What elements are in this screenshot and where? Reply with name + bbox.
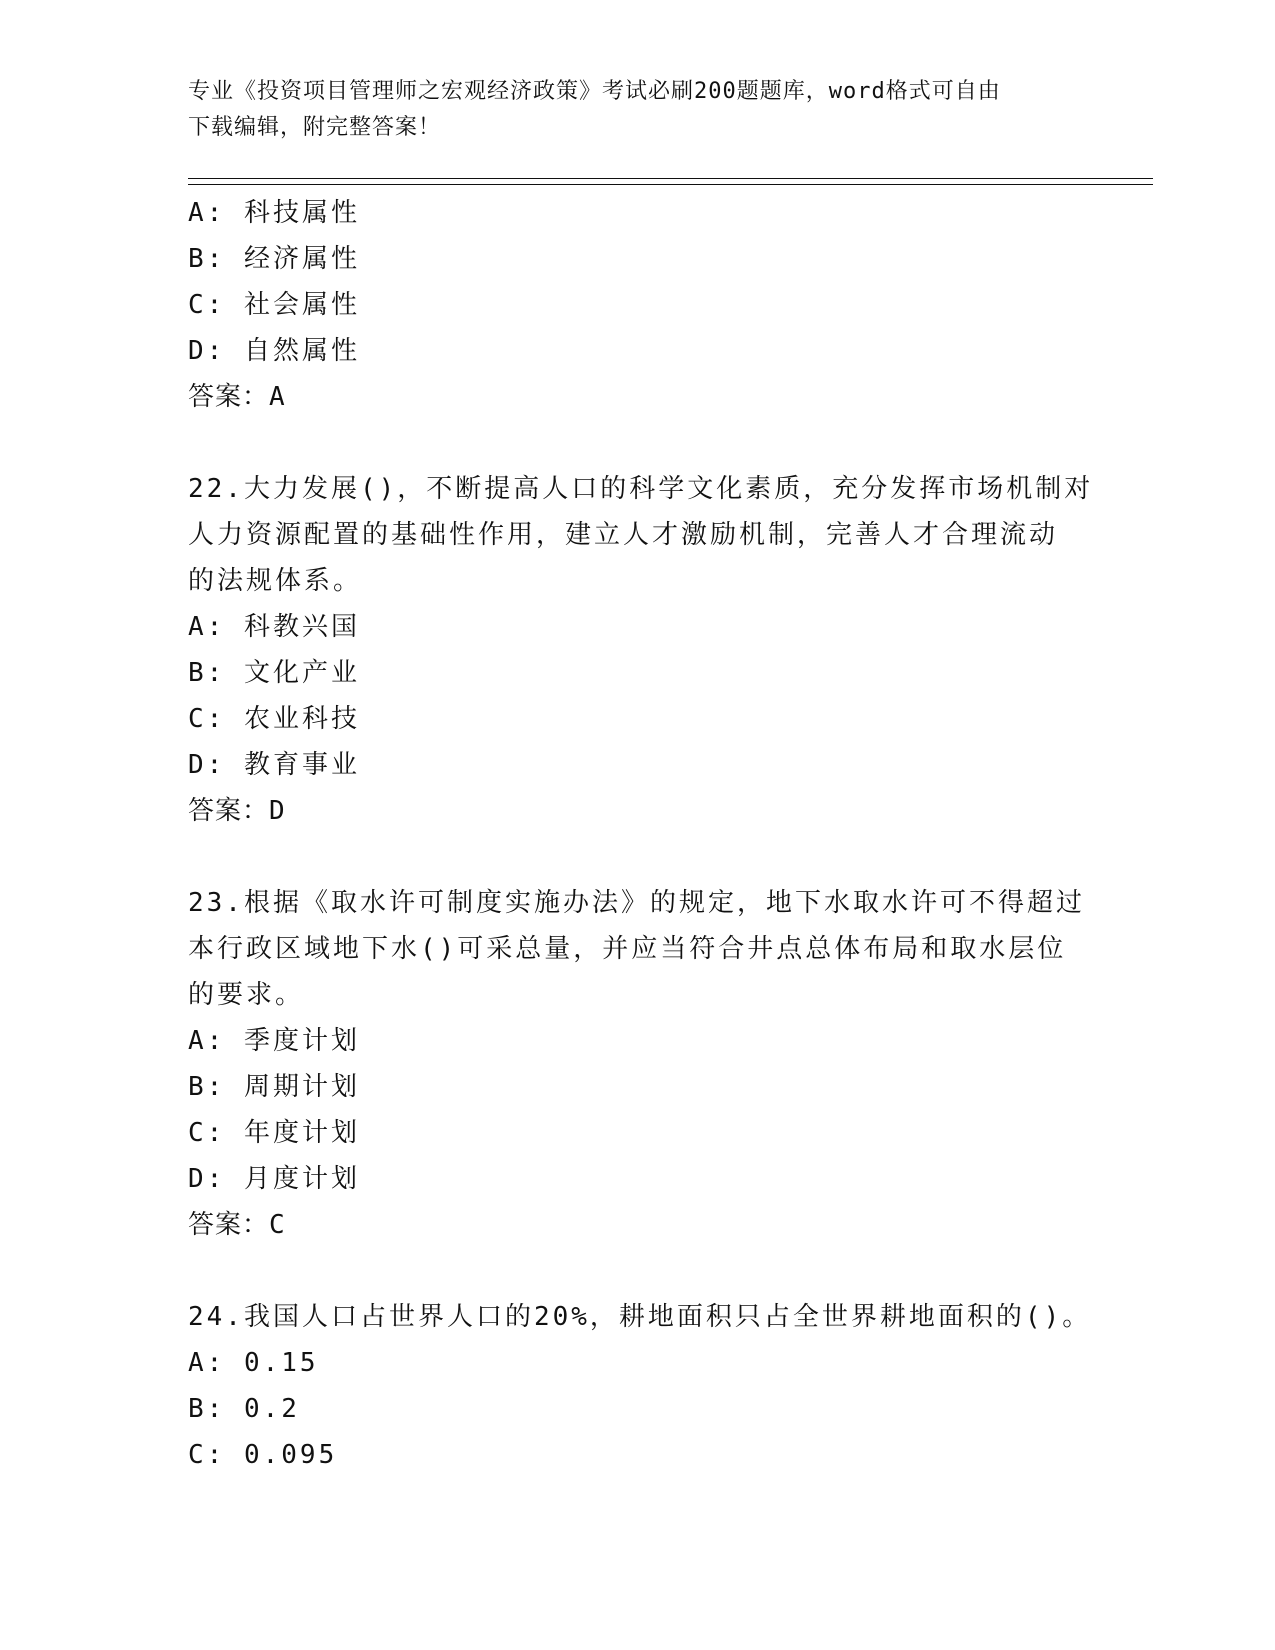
answer-line: 答案：D [188,796,286,826]
option-c: C: 农业科技 [188,704,360,734]
option-d: D: 教育事业 [188,750,360,780]
option-d: D: 月度计划 [188,1164,360,1194]
question-22 [188,466,1094,834]
option-c: C: 社会属性 [188,290,360,320]
answer-line: 答案：C [188,1210,286,1240]
option-a: A: 0.15 [188,1348,319,1378]
question-list [188,190,1094,1478]
option-a: A: 季度计划 [188,1026,360,1056]
question-23 [188,880,1085,1248]
header-line-1: 专业《投资项目管理师之宏观经济政策》考试必刷200题题库，word格式可自由 [188,79,1001,104]
document-header [188,74,1068,146]
option-d: D: 自然属性 [188,336,360,366]
option-b: B: 经济属性 [188,244,360,274]
question-text-line: 24.我国人口占世界人口的20%，耕地面积只占全世界耕地面积的()。 [188,1302,1092,1332]
question-text-line: 23.根据《取水许可制度实施办法》的规定，地下水取水许可不得超过 [188,888,1085,918]
header-rule-bottom [188,184,1153,185]
option-a: A: 科教兴国 [188,612,360,642]
question-text-line: 22.大力发展()，不断提高人口的科学文化素质，充分发挥市场机制对 [188,474,1094,504]
option-a: A: 科技属性 [188,198,360,228]
header-line-2: 下载编辑，附完整答案！ [188,115,442,140]
question-text-line: 的要求。 [188,980,305,1010]
header-rule-top [188,178,1153,179]
question-text-line: 的法规体系。 [188,566,363,596]
option-b: B: 0.2 [188,1394,300,1424]
option-c: C: 年度计划 [188,1118,360,1148]
question-21 [188,190,1078,420]
question-24 [188,1294,1092,1478]
option-c: C: 0.095 [188,1440,338,1470]
question-text-line: 本行政区域地下水()可采总量，并应当符合井点总体布局和取水层位 [188,934,1067,964]
option-b: B: 周期计划 [188,1072,360,1102]
question-text-line: 人力资源配置的基础性作用，建立人才激励机制，完善人才合理流动 [188,520,1059,550]
option-b: B: 文化产业 [188,658,360,688]
answer-line: 答案：A [188,382,286,412]
